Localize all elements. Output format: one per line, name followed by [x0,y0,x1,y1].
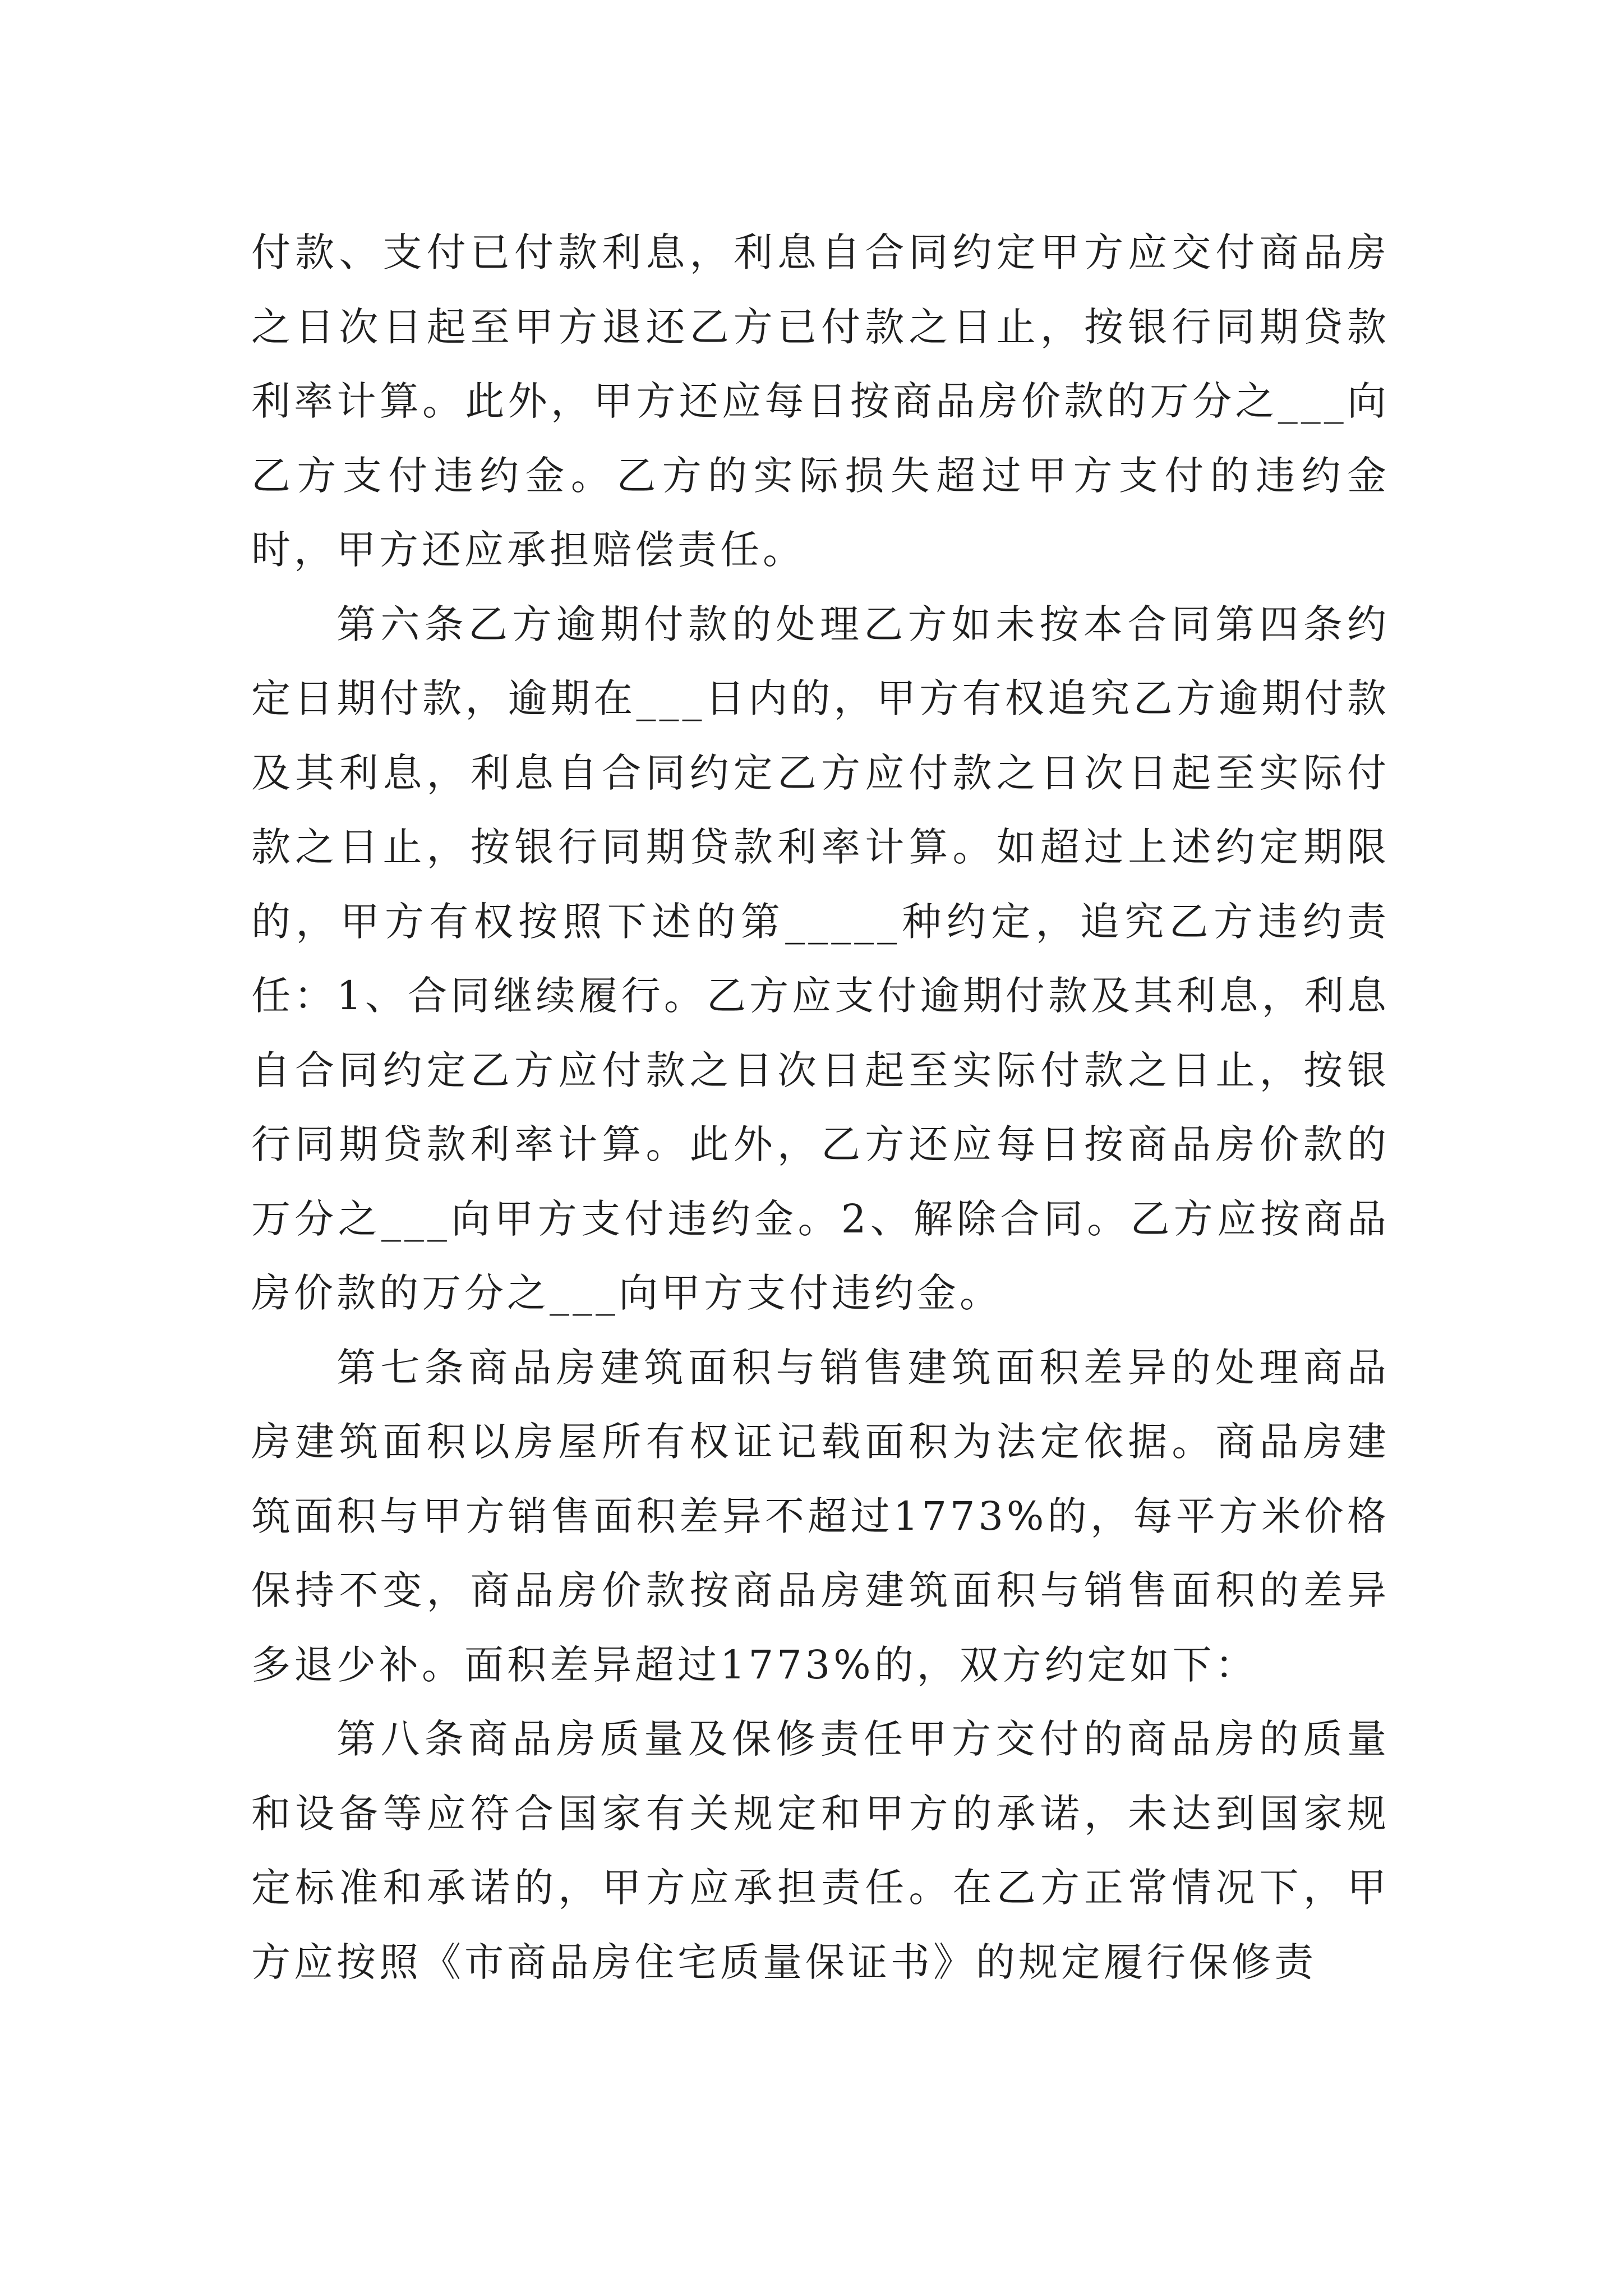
document-body [251,215,1390,1999]
paragraph-article-6: 第六条乙方逾期付款的处理乙方如未按本合同第四条约定日期付款，逾期在___日内的，甲方有权追究乙方逾期付款及其利息，利息自合同约定乙方应付款之日次日起至实际付款之日止，按银行同期贷款利率计算。如超过上述约定期限的，甲方有权按照下述的第_____种约定，追究乙方违约责任：1、合同继续履行。乙方应支付逾期付款及其利息，利息自合同约定乙方应付款之日次日起至实际付款之日止，按银行同期贷款利率计算。此外，乙方还应每日按商品房价款的万分之___向甲方支付违约金。2、解除合同。乙方应按商品房价款的万分之___向甲方支付违约金。 [251,601,1390,1316]
paragraph-article-8: 第八条商品房质量及保修责任甲方交付的商品房的质量和设备等应符合国家有关规定和甲方的承诺，未达到国家规定标准和承诺的，甲方应承担责任。在乙方正常情况下，甲方应按照《市商品房住宅质量保证书》的规定履行保修责 [251,1716,1390,1985]
paragraph-continuation: 付款、支付已付款利息，利息自合同约定甲方应交付商品房之日次日起至甲方退还乙方已付款之日止，按银行同期贷款利率计算。此外，甲方还应每日按商品房价款的万分之___向乙方支付违约金。乙方的实际损失超过甲方支付的违约金时，甲方还应承担赔偿责任。 [251,229,1390,573]
paragraph-article-7: 第七条商品房建筑面积与销售建筑面积差异的处理商品房建筑面积以房屋所有权证记载面积为法定依据。商品房建筑面积与甲方销售面积差异不超过1773%的，每平方米价格保持不变，商品房价款按商品房建筑面积与销售面积的差异多退少补。面积差异超过1773%的，双方约定如下： [251,1344,1390,1688]
